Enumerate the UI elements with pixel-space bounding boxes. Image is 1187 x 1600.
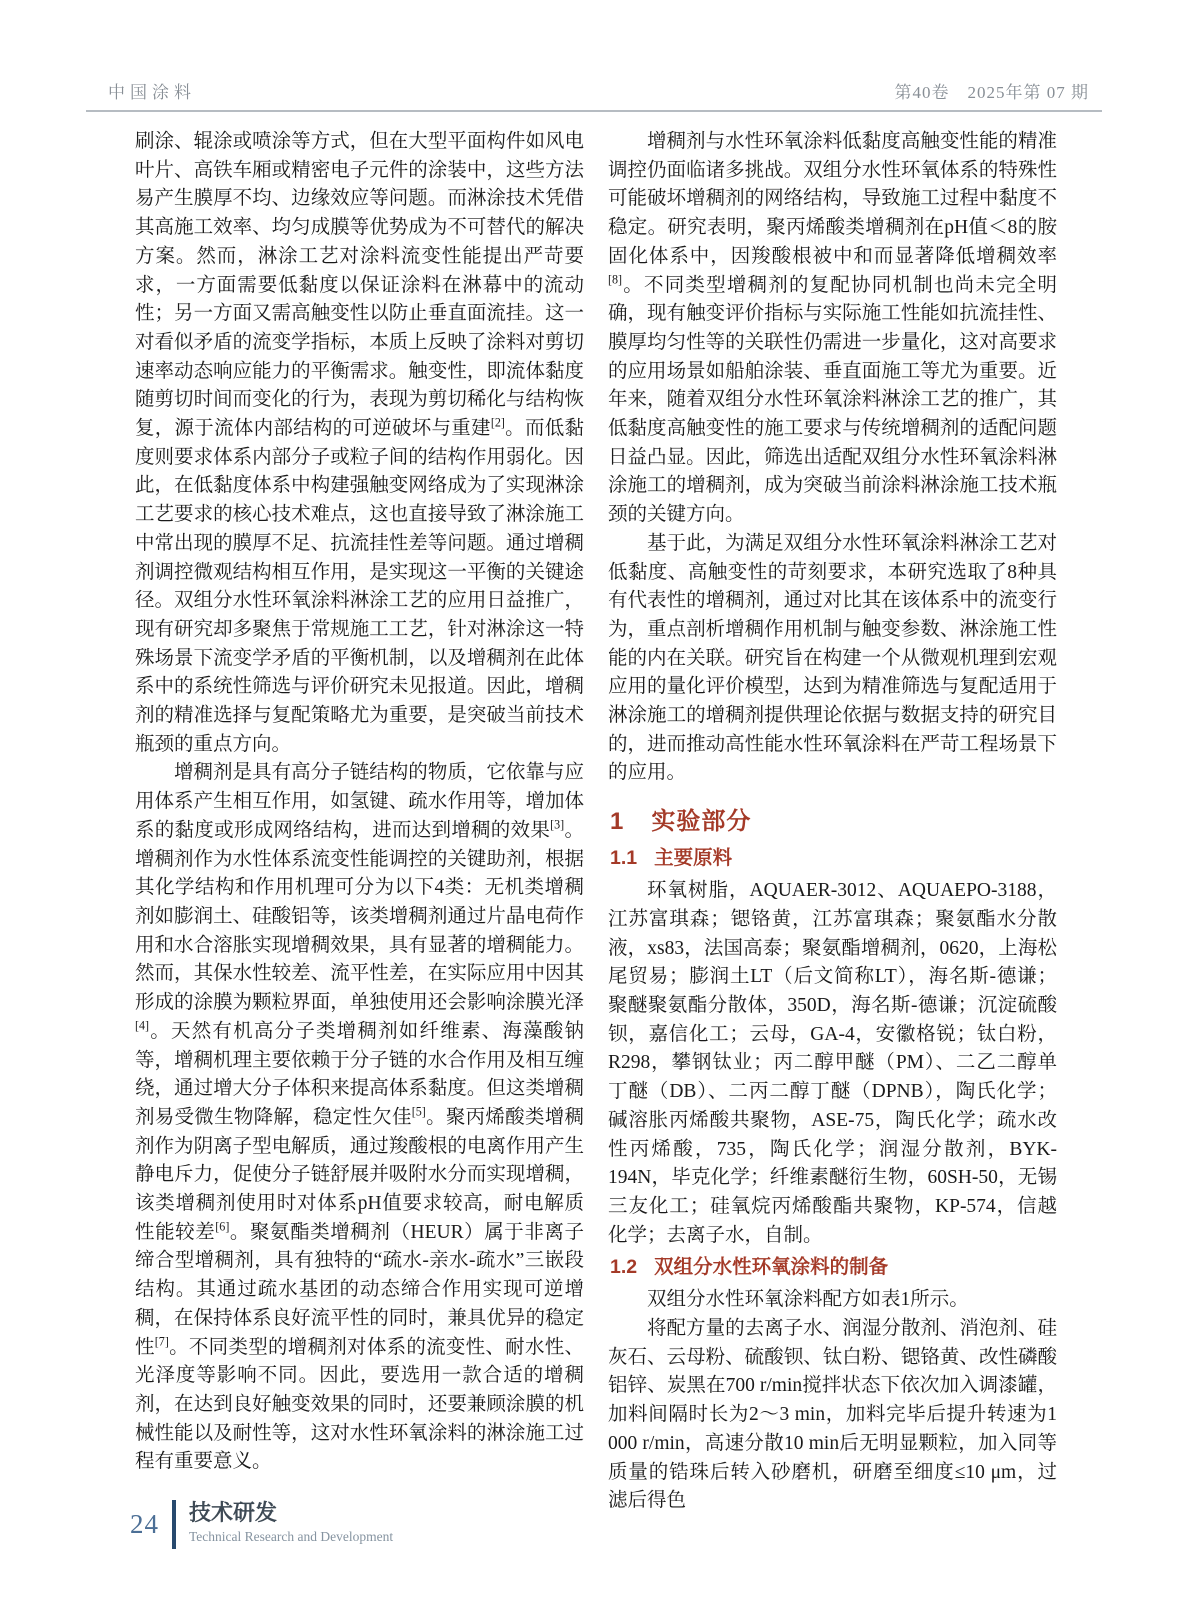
footer-section-en: Technical Research and Development [189,1529,394,1544]
section-title: 实验部分 [651,808,752,836]
footer-section-cn: 技术研发 [189,1500,278,1525]
subsection-title: 主要原料 [654,847,733,870]
right-column [608,128,1057,1516]
left-column [135,128,584,1516]
subsection-title: 双组分水性环氧涂料的制备 [654,1256,889,1279]
footer-section-label [189,1500,393,1546]
subsection-number: 1.2 [610,1256,638,1279]
running-head [88,78,1103,103]
paragraph: 增稠剂是具有高分子链结构的物质，它依靠与应用体系产生相互作用，如氢键、疏水作用等，增加体系的黏度或形成网络结构，进而达到增稠的效果[3]。增稠剂作为水性体系流变性能调控的关键助剂，根据其化学结构和作用机理可分为以下4类：无机类增稠剂如膨润土、硅酸铝等，该类增稠剂通过片晶电荷作用和水合溶胀实现增稠效果，具有显著的增稠能力。然而，其保水性较差、流平性差，在实际应用中因其形成的涂膜为颗粒界面，单独使用还会影响涂膜光泽[4]。天然有机高分子类增稠剂如纤维素、海藻酸钠等，增稠机理主要依赖于分子链的水合作用及相互缠绕，通过增大分子体积来提高体系黏度。但这类增稠剂易受微生物降解，稳定性欠佳[5]。聚丙烯酸类增稠剂作为阴离子型电解质，通过羧酸根的电离作用产生静电斥力，促使分子链舒展并吸附水分而实现增稠，该类增稠剂使用时对体系pH值要求较高，耐电解质性能较差[6]。聚氨酯类增稠剂（HEUR）属于非离子缔合型增稠剂，具有独特的“疏水-亲水-疏水”三嵌段结构。其通过疏水基团的动态缔合作用实现可逆增稠，在保持体系良好流平性的同时，兼具优异的稳定性[7]。不同类型的增稠剂对体系的流变性、耐水性、光泽度等影响不同。因此，要选用一款合适的增稠剂，在达到良好触变效果的同时，还要兼顾涂膜的机械性能以及耐性等，这对水性环氧涂料的淋涂施工过程有重要意义。 [135,762,584,1473]
journal-title: 中国涂料 [108,83,196,102]
page-number: 24 [130,1509,159,1539]
paragraph: 基于此，为满足双组分水性环氧涂料淋涂工艺对低黏度、高触变性的苛刻要求，本研究选取了8种具有代表性的增稠剂，通过对比其在该体系中的流变行为，重点剖析增稠作用机制与触变参数、淋涂施工性能的内在关联。研究旨在构建一个从微观机理到宏观应用的量化评价模型，达到为精准筛选与复配适用于淋涂施工的增稠剂提供理论依据与数据支持的研究目的，进而推动高性能水性环氧涂料在严苛工程场景下的应用。 [608,532,1057,784]
article-body [135,128,1057,1516]
section-number: 1 [610,808,625,836]
subsection-heading-1-1 [610,846,1057,870]
paragraph: 增稠剂与水性环氧涂料低黏度高触变性能的精准调控仍面临诸多挑战。双组分水性环氧体系的特殊性可能破坏增稠剂的网络结构，导致施工过程中黏度不稳定。研究表明，聚丙烯酸类增稠剂在pH值＜8的胺固化体系中，因羧酸根被中和而显著降低增稠效率[8]。不同类型增稠剂的复配协同机制也尚未完全明确，现有触变评价指标与实际施工性能如抗流挂性、膜厚均匀性等的关联性仍需进一步量化，这对高要求的应用场景如船舶涂装、垂直面施工等尤为重要。近年来，随着双组分水性环氧涂料淋涂工艺的推广，其低黏度高触变性的施工要求与传统增稠剂的适配问题日益凸显。因此，筛选出适配双组分水性环氧涂料淋涂施工的增稠剂，成为突破当前涂料淋涂施工技术瓶颈的关键方向。 [608,131,1057,526]
subsection-number: 1.1 [610,847,638,870]
subsection-heading-1-2 [610,1255,1057,1279]
issue-info: 第40卷 2025年第 07 期 [894,83,1089,102]
paragraph: 将配方量的去离子水、润湿分散剂、消泡剂、硅灰石、云母粉、硫酸钡、钛白粉、锶铬黄、改性磷酸铝锌、炭黑在700 r/min搅拌状态下依次加入调漆罐，加料间隔时长为2～3 min，加料完毕后提升转速为1 000 r/min，高速分散10 min后无明显颗粒，加入同等质量的锆珠后转入砂磨机，研磨至细度≤10 μm，过滤后得色 [608,1318,1057,1512]
paragraph: 环氧树脂，AQUAER-3012、AQUAEPO-3188，江苏富琪森；锶铬黄，江苏富琪森；聚氨酯水分散液，xs83，法国高泰；聚氨酯增稠剂，0620，上海松尾贸易；膨润土LT（后文简称LT），海名斯-德谦；聚醚聚氨酯分散体，350D，海名斯-德谦；沉淀硫酸钡，嘉信化工；云母，GA-4，安徽格锐；钛白粉，R298，攀钢钛业；丙二醇甲醚（PM）、二乙二醇单丁醚（DB）、二丙二醇丁醚（DPNB），陶氏化学；碱溶胀丙烯酸共聚物，ASE-75，陶氏化学；疏水改性丙烯酸，735，陶氏化学；润湿分散剂，BYK-194N，毕克化学；纤维素醚衍生物，60SH-50，无锡三友化工；硅氧烷丙烯酸酯共聚物，KP-574，信越化学；去离子水，自制。 [608,880,1057,1246]
header-rule [86,110,1102,112]
section-heading-1 [610,808,1057,836]
footer-divider-bar [172,1500,176,1549]
paragraph: 刷涂、辊涂或喷涂等方式，但在大型平面构件如风电叶片、高铁车厢或精密电子元件的涂装中，这些方法易产生膜厚不均、边缘效应等问题。而淋涂技术凭借其高施工效率、均匀成膜等优势成为不可替代的解决方案。然而，淋涂工艺对涂料流变性能提出严苛要求，一方面需要低黏度以保证涂料在淋幕中的流动性；另一方面又需高触变性以防止垂直面流挂。这一对看似矛盾的流变学指标，本质上反映了涂料对剪切速率动态响应能力的平衡需求。触变性，即流体黏度随剪切时间而变化的行为，表现为剪切稀化与结构恢复，源于流体内部结构的可逆破坏与重建[2]。而低黏度则要求体系内部分子或粒子间的结构作用弱化。因此，在低黏度体系中构建强触变网络成为了实现淋涂工艺要求的核心技术难点，这也直接导致了淋涂施工中常出现的膜厚不足、抗流挂性差等问题。通过增稠剂调控微观结构相互作用，是实现这一平衡的关键途径。双组分水性环氧涂料淋涂工艺的应用日益推广，现有研究却多聚焦于常规施工工艺，针对淋涂这一特殊场景下流变学矛盾的平衡机制，以及增稠剂在此体系中的系统性筛选与评价研究未见报道。因此，增稠剂的精准选择与复配策略尤为重要，是突破当前技术瓶颈的重点方向。 [135,131,584,755]
page-footer [130,1500,393,1549]
paragraph: 双组分水性环氧涂料配方如表1所示。 [647,1289,969,1311]
